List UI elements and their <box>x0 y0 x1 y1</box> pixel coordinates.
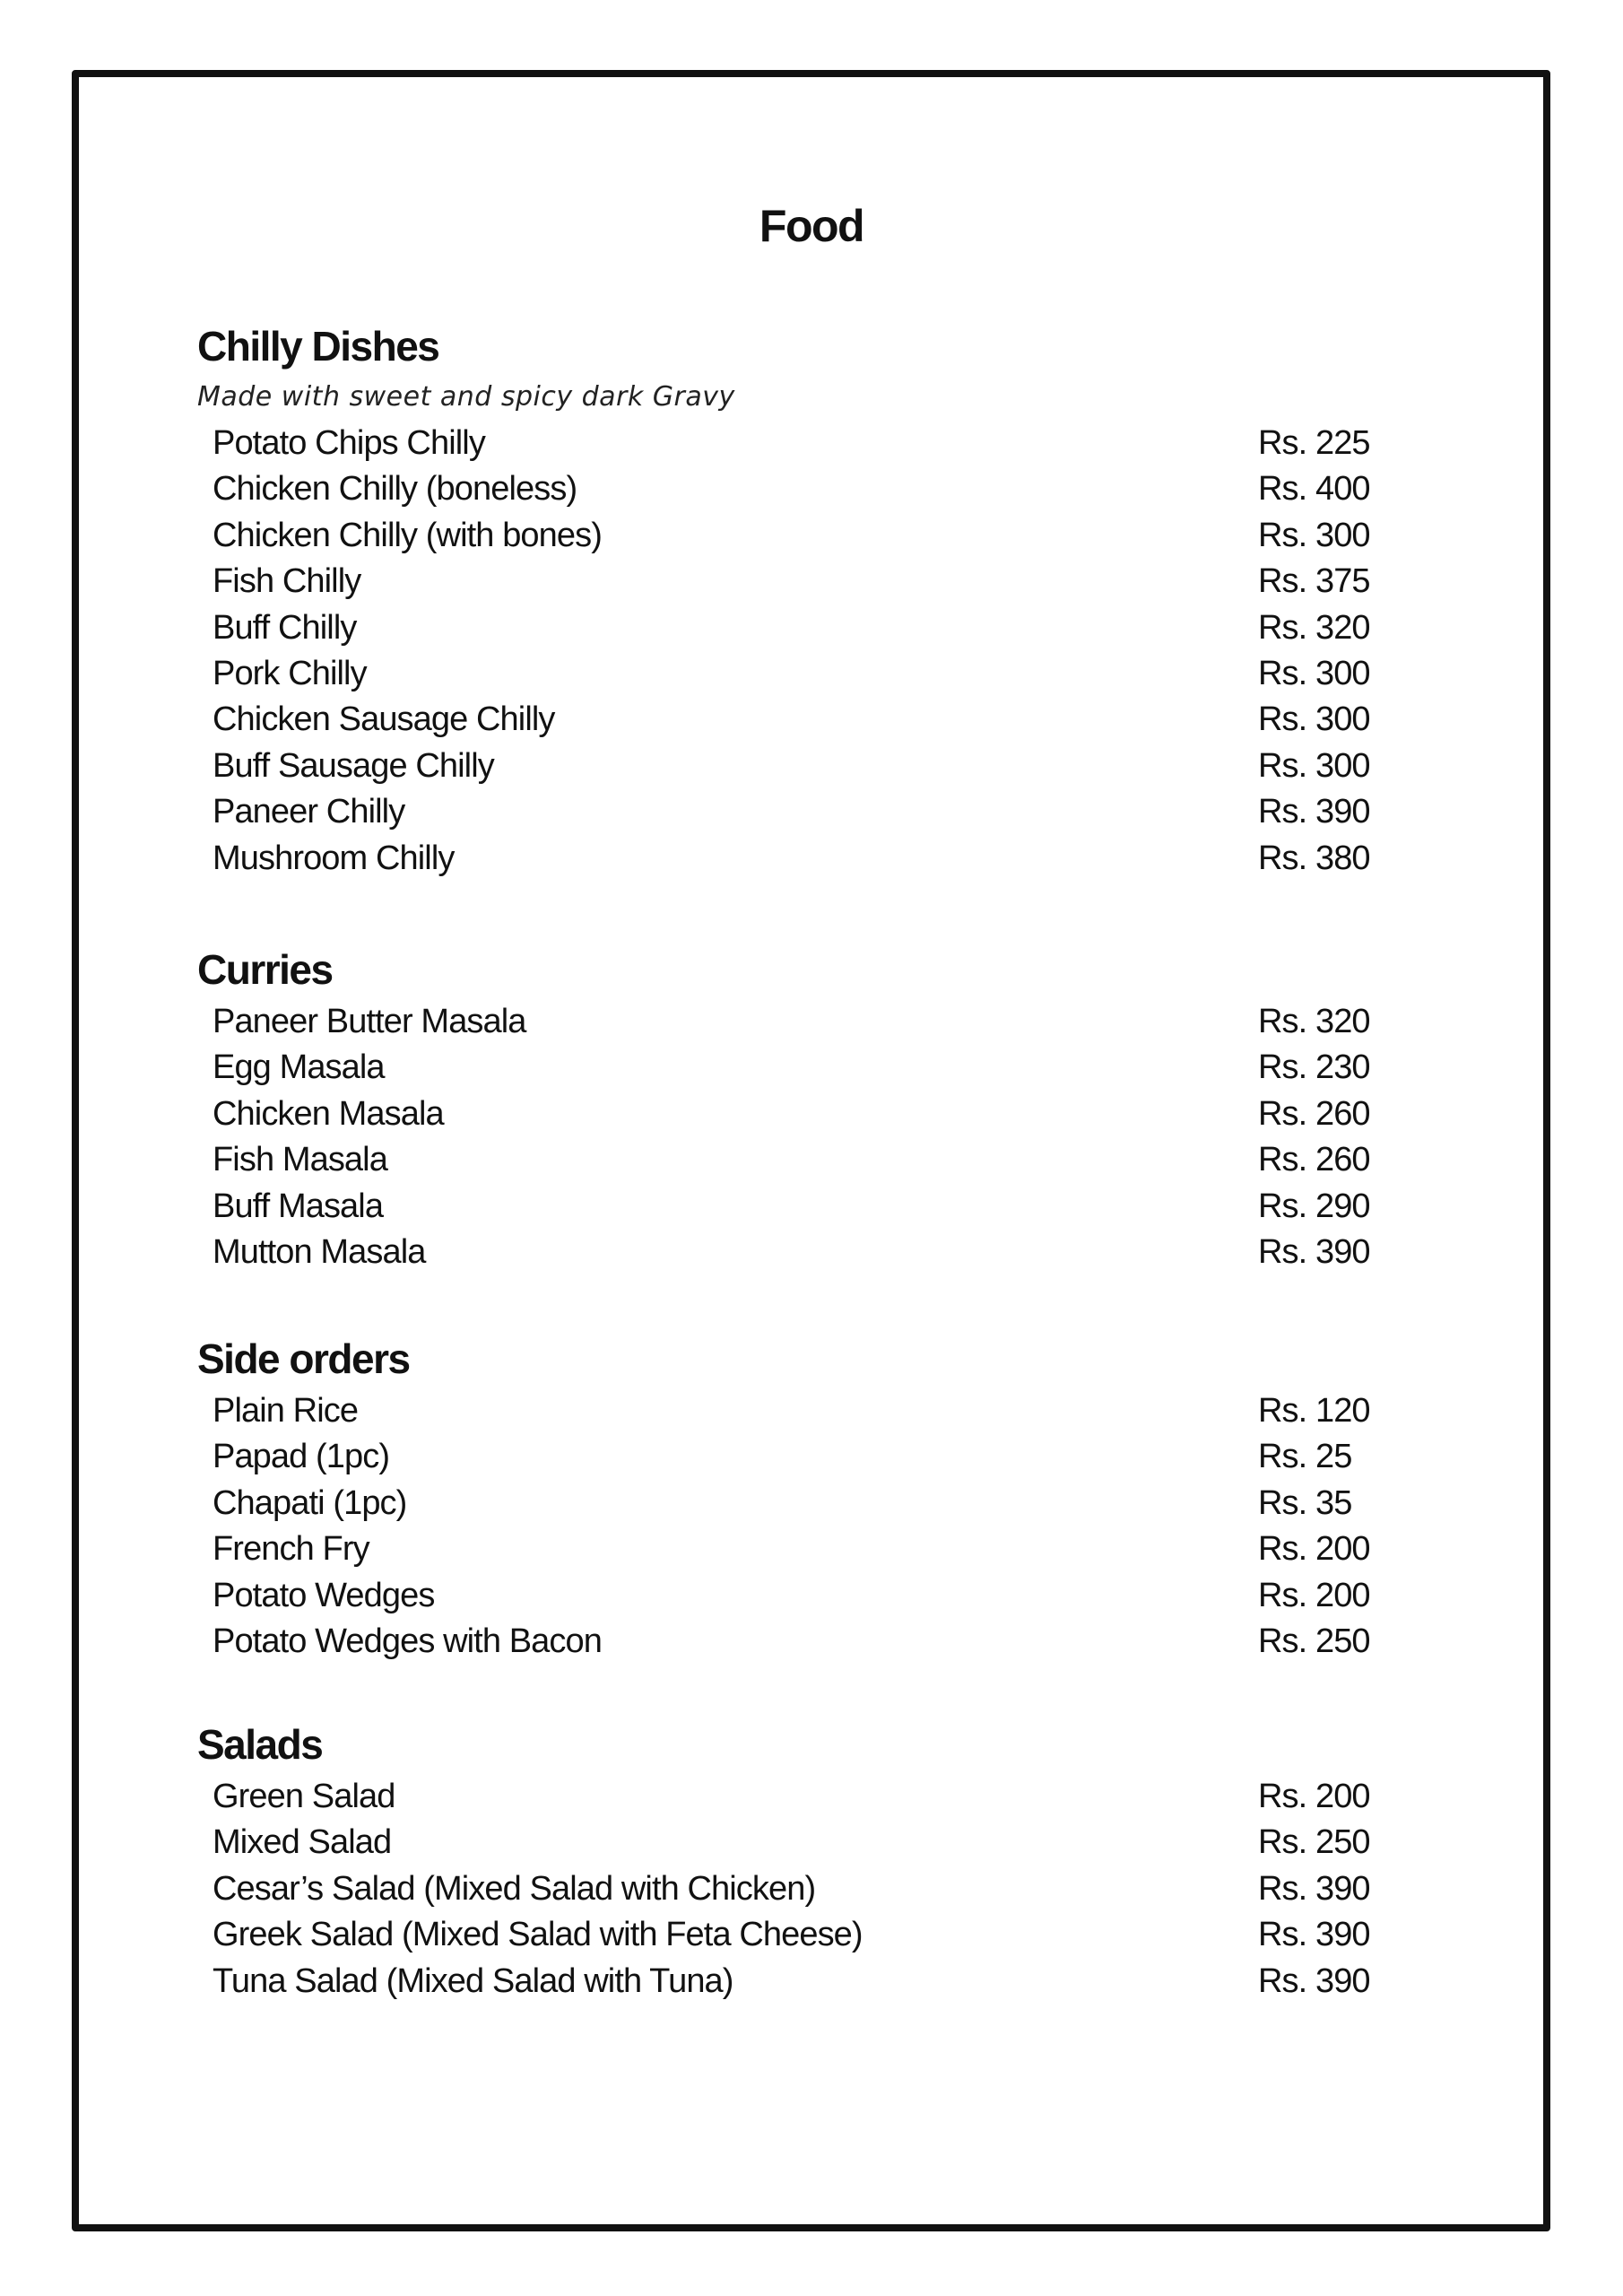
item-list <box>197 1774 1381 2005</box>
menu-item <box>197 466 1381 512</box>
menu-item <box>197 1091 1381 1137</box>
item-name: Potato Chips Chilly <box>213 424 485 462</box>
item-price: Rs. 120 <box>1258 1392 1370 1430</box>
item-price: Rs. 200 <box>1258 1530 1370 1569</box>
item-name: Greek Salad (Mixed Salad with Feta Cheese) <box>213 1916 863 1954</box>
item-price: Rs. 390 <box>1258 793 1370 831</box>
item-price: Rs. 300 <box>1258 700 1370 739</box>
item-name: Green Salad <box>213 1778 395 1815</box>
item-price: Rs. 300 <box>1258 516 1370 554</box>
menu-item <box>197 1434 1381 1480</box>
item-price: Rs. 225 <box>1258 424 1370 462</box>
item-price: Rs. 390 <box>1258 1232 1370 1271</box>
menu-item <box>197 1481 1381 1526</box>
item-price: Rs. 320 <box>1258 608 1370 647</box>
menu-item <box>197 513 1381 559</box>
item-list <box>197 1388 1381 1665</box>
menu-item <box>197 744 1381 789</box>
section-heading: Salads <box>197 1721 323 1768</box>
item-name: Tuna Salad (Mixed Salad with Tuna) <box>213 1961 733 2000</box>
section-heading: Curries <box>197 946 333 993</box>
menu-item <box>197 999 1381 1045</box>
item-name: Mushroom Chilly <box>213 839 455 877</box>
item-price: Rs. 380 <box>1258 839 1370 877</box>
item-price: Rs. 250 <box>1258 1622 1370 1660</box>
section-curries <box>197 942 1381 1275</box>
menu-item <box>197 421 1381 466</box>
menu-item <box>197 1388 1381 1434</box>
item-price: Rs. 230 <box>1258 1048 1370 1087</box>
item-name: Paneer Butter Masala <box>213 1003 526 1040</box>
menu-item <box>197 1912 1381 1958</box>
item-price: Rs. 300 <box>1258 746 1370 785</box>
menu-item <box>197 1619 1381 1665</box>
item-price: Rs. 200 <box>1258 1778 1370 1815</box>
item-price: Rs. 320 <box>1258 1003 1370 1040</box>
item-name: Cesar’s Salad (Mixed Salad with Chicken) <box>213 1869 816 1908</box>
section-heading: Chilly Dishes <box>197 323 439 370</box>
item-list <box>197 999 1381 1275</box>
item-price: Rs. 250 <box>1258 1823 1370 1862</box>
item-name: Fish Chilly <box>213 562 361 601</box>
item-name: Buff Chilly <box>213 608 357 647</box>
menu-item <box>197 1526 1381 1572</box>
menu-item <box>197 697 1381 743</box>
section-side-orders <box>197 1331 1381 1665</box>
menu-item <box>197 1184 1381 1230</box>
menu-item <box>197 1774 1381 1820</box>
item-name: Potato Wedges with Bacon <box>213 1622 602 1660</box>
item-name: Mixed Salad <box>213 1823 392 1862</box>
item-name: Fish Masala <box>213 1141 387 1179</box>
item-price: Rs. 200 <box>1258 1576 1370 1614</box>
item-name: Buff Sausage Chilly <box>213 746 494 785</box>
item-price: Rs. 390 <box>1258 1869 1370 1908</box>
item-name: Chicken Chilly (with bones) <box>213 516 602 554</box>
item-name: Pork Chilly <box>213 654 367 692</box>
section-salads <box>197 1717 1381 2005</box>
menu-item <box>197 1045 1381 1091</box>
menu-item <box>197 836 1381 882</box>
menu-item <box>197 605 1381 651</box>
item-name: Egg Masala <box>213 1048 385 1087</box>
section-subtitle: Made with sweet and spicy dark Gravy <box>197 381 735 413</box>
menu-item <box>197 651 1381 697</box>
item-name: French Fry <box>213 1530 369 1569</box>
menu-item <box>197 789 1381 835</box>
item-name: Chicken Masala <box>213 1094 444 1133</box>
item-name: Chapati (1pc) <box>213 1483 407 1522</box>
item-list <box>197 421 1381 882</box>
item-price: Rs. 300 <box>1258 654 1370 692</box>
menu-item <box>197 1820 1381 1866</box>
menu-item <box>197 1959 1381 2005</box>
menu-item <box>197 1866 1381 1912</box>
item-price: Rs. 25 <box>1258 1438 1352 1476</box>
section-heading: Side orders <box>197 1335 410 1382</box>
item-price: Rs. 260 <box>1258 1141 1370 1179</box>
menu-item <box>197 1137 1381 1183</box>
item-name: Buff Masala <box>213 1187 384 1225</box>
item-price: Rs. 390 <box>1258 1916 1370 1954</box>
item-name: Chicken Chilly (boneless) <box>213 470 577 509</box>
item-price: Rs. 390 <box>1258 1961 1370 2000</box>
item-price: Rs. 260 <box>1258 1094 1370 1133</box>
item-name: Mutton Masala <box>213 1232 426 1271</box>
item-price: Rs. 35 <box>1258 1483 1352 1522</box>
item-name: Papad (1pc) <box>213 1438 390 1476</box>
item-price: Rs. 375 <box>1258 562 1370 601</box>
item-name: Plain Rice <box>213 1392 359 1430</box>
item-name: Potato Wedges <box>213 1576 435 1614</box>
menu-item <box>197 1230 1381 1275</box>
page-title: Food <box>759 201 864 251</box>
item-price: Rs. 400 <box>1258 470 1370 509</box>
section-chilly-dishes <box>197 318 1381 882</box>
item-name: Chicken Sausage Chilly <box>213 700 555 739</box>
item-name: Paneer Chilly <box>213 793 405 831</box>
item-price: Rs. 290 <box>1258 1187 1370 1225</box>
menu-item <box>197 1573 1381 1619</box>
menu-item <box>197 559 1381 604</box>
